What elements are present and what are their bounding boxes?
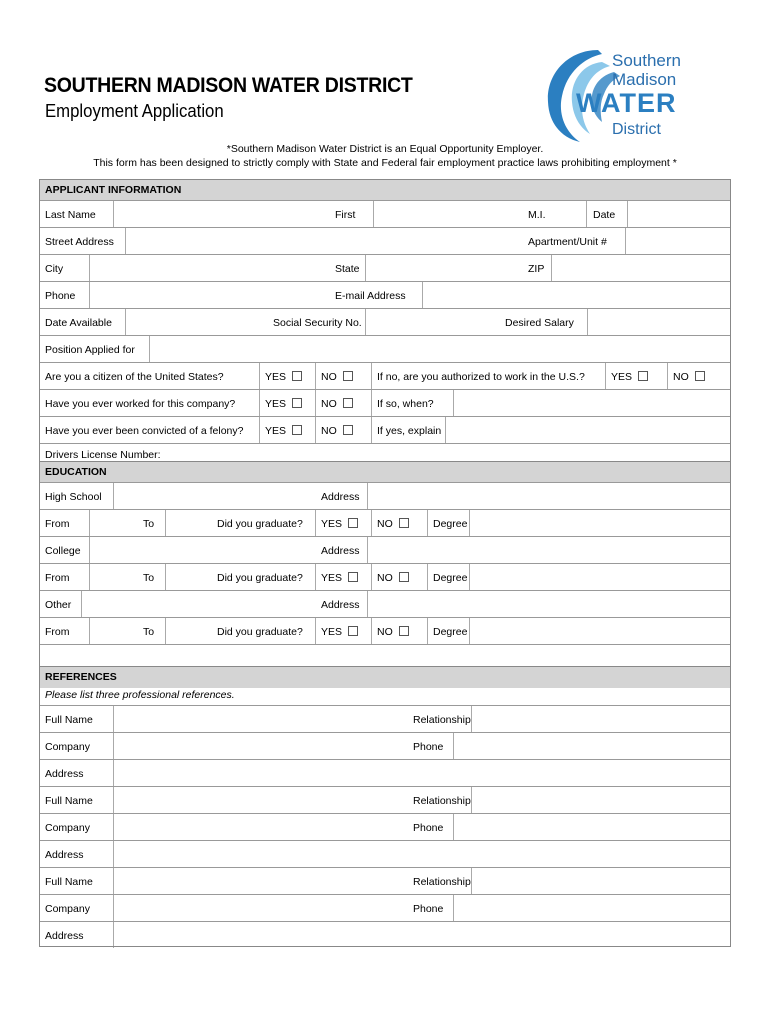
date-available-field[interactable] [125, 309, 266, 336]
other-row: Other Address [39, 590, 731, 618]
felony-row: Have you ever been convicted of a felony? YES NO If yes, explain [39, 416, 731, 444]
ref2-relationship-field[interactable] [471, 787, 732, 814]
worked-when-field[interactable] [453, 390, 732, 417]
ref2-company-field[interactable] [113, 814, 408, 841]
logo-text-district: District [612, 121, 661, 138]
city-row: City State ZIP [39, 254, 731, 282]
high-school-dates-row: From To Did you graduate? YES NO Degree [39, 509, 731, 537]
city-field[interactable] [89, 255, 330, 282]
felony-no-checkbox[interactable] [343, 425, 353, 435]
ref2-phone-field[interactable] [453, 814, 732, 841]
ref3-name-row: Full Name Relationship [39, 867, 731, 895]
college-address-field[interactable] [367, 537, 732, 564]
first-name-field[interactable] [373, 201, 522, 228]
availability-row: Date Available Social Security No. Desired Salary [39, 308, 731, 336]
compliance-notice: This form has been designed to strictly comply with State and Federal fair employment practice laws prohibiting employment * [93, 157, 677, 169]
hs-from-field[interactable] [89, 510, 138, 537]
last-name-field[interactable] [113, 201, 330, 228]
other-graduate-yes-checkbox[interactable] [348, 626, 358, 636]
ref3-relationship-field[interactable] [471, 868, 732, 895]
ref1-name-row: Full Name Relationship [39, 705, 731, 733]
eeo-notice: *Southern Madison Water District is an Equal Opportunity Employer. [226, 143, 544, 155]
hs-degree-field[interactable] [469, 510, 732, 537]
ref1-company-field[interactable] [113, 733, 408, 760]
college-graduate-no-checkbox[interactable] [399, 572, 409, 582]
ref3-phone-field[interactable] [453, 895, 732, 922]
ref2-name-row: Full Name Relationship [39, 786, 731, 814]
ref1-relationship-field[interactable] [471, 706, 732, 733]
page-subtitle: Employment Application [45, 101, 224, 121]
ref1-phone-field[interactable] [453, 733, 732, 760]
phone-field[interactable] [89, 282, 330, 309]
authorized-yes-checkbox[interactable] [638, 371, 648, 381]
worked-yes-checkbox[interactable] [292, 398, 302, 408]
ref3-company-row: Company Phone [39, 894, 731, 922]
water-drop-icon [540, 44, 710, 144]
hs-to-field[interactable] [165, 510, 214, 537]
high-school-field[interactable] [113, 483, 316, 510]
ref2-name-field[interactable] [113, 787, 408, 814]
citizen-row: Are you a citizen of the United States? YES NO If no, are you authorized to work in the U.S.? YES NO [39, 362, 731, 390]
logo-text-water: WATER [576, 88, 677, 118]
other-to-field[interactable] [165, 618, 214, 645]
section-applicant-header: APPLICANT INFORMATION [39, 179, 731, 201]
other-address-field[interactable] [367, 591, 732, 618]
college-graduate-yes-checkbox[interactable] [348, 572, 358, 582]
college-dates-row: From To Did you graduate? YES NO Degree [39, 563, 731, 591]
college-field[interactable] [89, 537, 316, 564]
high-school-row: High School Address [39, 482, 731, 510]
ref3-name-field[interactable] [113, 868, 408, 895]
position-field[interactable] [149, 336, 732, 363]
ref1-address-field[interactable] [113, 760, 732, 787]
section-education-header: EDUCATION [39, 461, 731, 483]
apartment-field[interactable] [625, 228, 732, 255]
other-school-field[interactable] [81, 591, 316, 618]
ref2-address-row: Address [39, 840, 731, 868]
district-logo [540, 44, 710, 144]
date-field[interactable] [627, 201, 732, 228]
hs-graduate-no-checkbox[interactable] [399, 518, 409, 528]
street-row: Street Address Apartment/Unit # [39, 227, 731, 255]
other-from-field[interactable] [89, 618, 138, 645]
desired-salary-field[interactable] [587, 309, 732, 336]
worked-no-checkbox[interactable] [343, 398, 353, 408]
college-to-field[interactable] [165, 564, 214, 591]
ref1-address-row: Address [39, 759, 731, 787]
other-graduate-no-checkbox[interactable] [399, 626, 409, 636]
college-degree-field[interactable] [469, 564, 732, 591]
college-from-field[interactable] [89, 564, 138, 591]
spacer-row [39, 644, 731, 667]
worked-row: Have you ever worked for this company? YES NO If so, when? [39, 389, 731, 417]
felony-explain-field[interactable] [445, 417, 732, 444]
license-row: Drivers License Number: [39, 443, 731, 464]
other-dates-row: From To Did you graduate? YES NO Degree [39, 617, 731, 645]
ref3-company-field[interactable] [113, 895, 408, 922]
state-field[interactable] [365, 255, 522, 282]
ssn-field[interactable] [365, 309, 500, 336]
zip-field[interactable] [551, 255, 732, 282]
college-row: College Address [39, 536, 731, 564]
phone-row: Phone E-mail Address [39, 281, 731, 309]
section-references-header: REFERENCES [39, 666, 731, 688]
authorized-no-checkbox[interactable] [695, 371, 705, 381]
position-row: Position Applied for [39, 335, 731, 363]
felony-yes-checkbox[interactable] [292, 425, 302, 435]
references-instruction: Please list three professional references. [45, 689, 235, 701]
ref3-address-row: Address [39, 921, 731, 948]
ref2-company-row: Company Phone [39, 813, 731, 841]
citizen-no-checkbox[interactable] [343, 371, 353, 381]
high-school-address-field[interactable] [367, 483, 732, 510]
ref2-address-field[interactable] [113, 841, 732, 868]
other-degree-field[interactable] [469, 618, 732, 645]
citizen-yes-checkbox[interactable] [292, 371, 302, 381]
hs-graduate-yes-checkbox[interactable] [348, 518, 358, 528]
logo-text-madison: Madison [612, 70, 677, 89]
ref1-name-field[interactable] [113, 706, 408, 733]
ref3-address-field[interactable] [113, 922, 732, 948]
street-address-field[interactable] [125, 228, 522, 255]
name-row: Last Name First M.I. Date [39, 200, 731, 228]
logo-text-southern: Southern [612, 51, 681, 70]
page-title: SOUTHERN MADISON WATER DISTRICT [44, 74, 413, 97]
email-field[interactable] [422, 282, 732, 309]
ref1-company-row: Company Phone [39, 732, 731, 760]
references-instruction-row [39, 687, 731, 705]
